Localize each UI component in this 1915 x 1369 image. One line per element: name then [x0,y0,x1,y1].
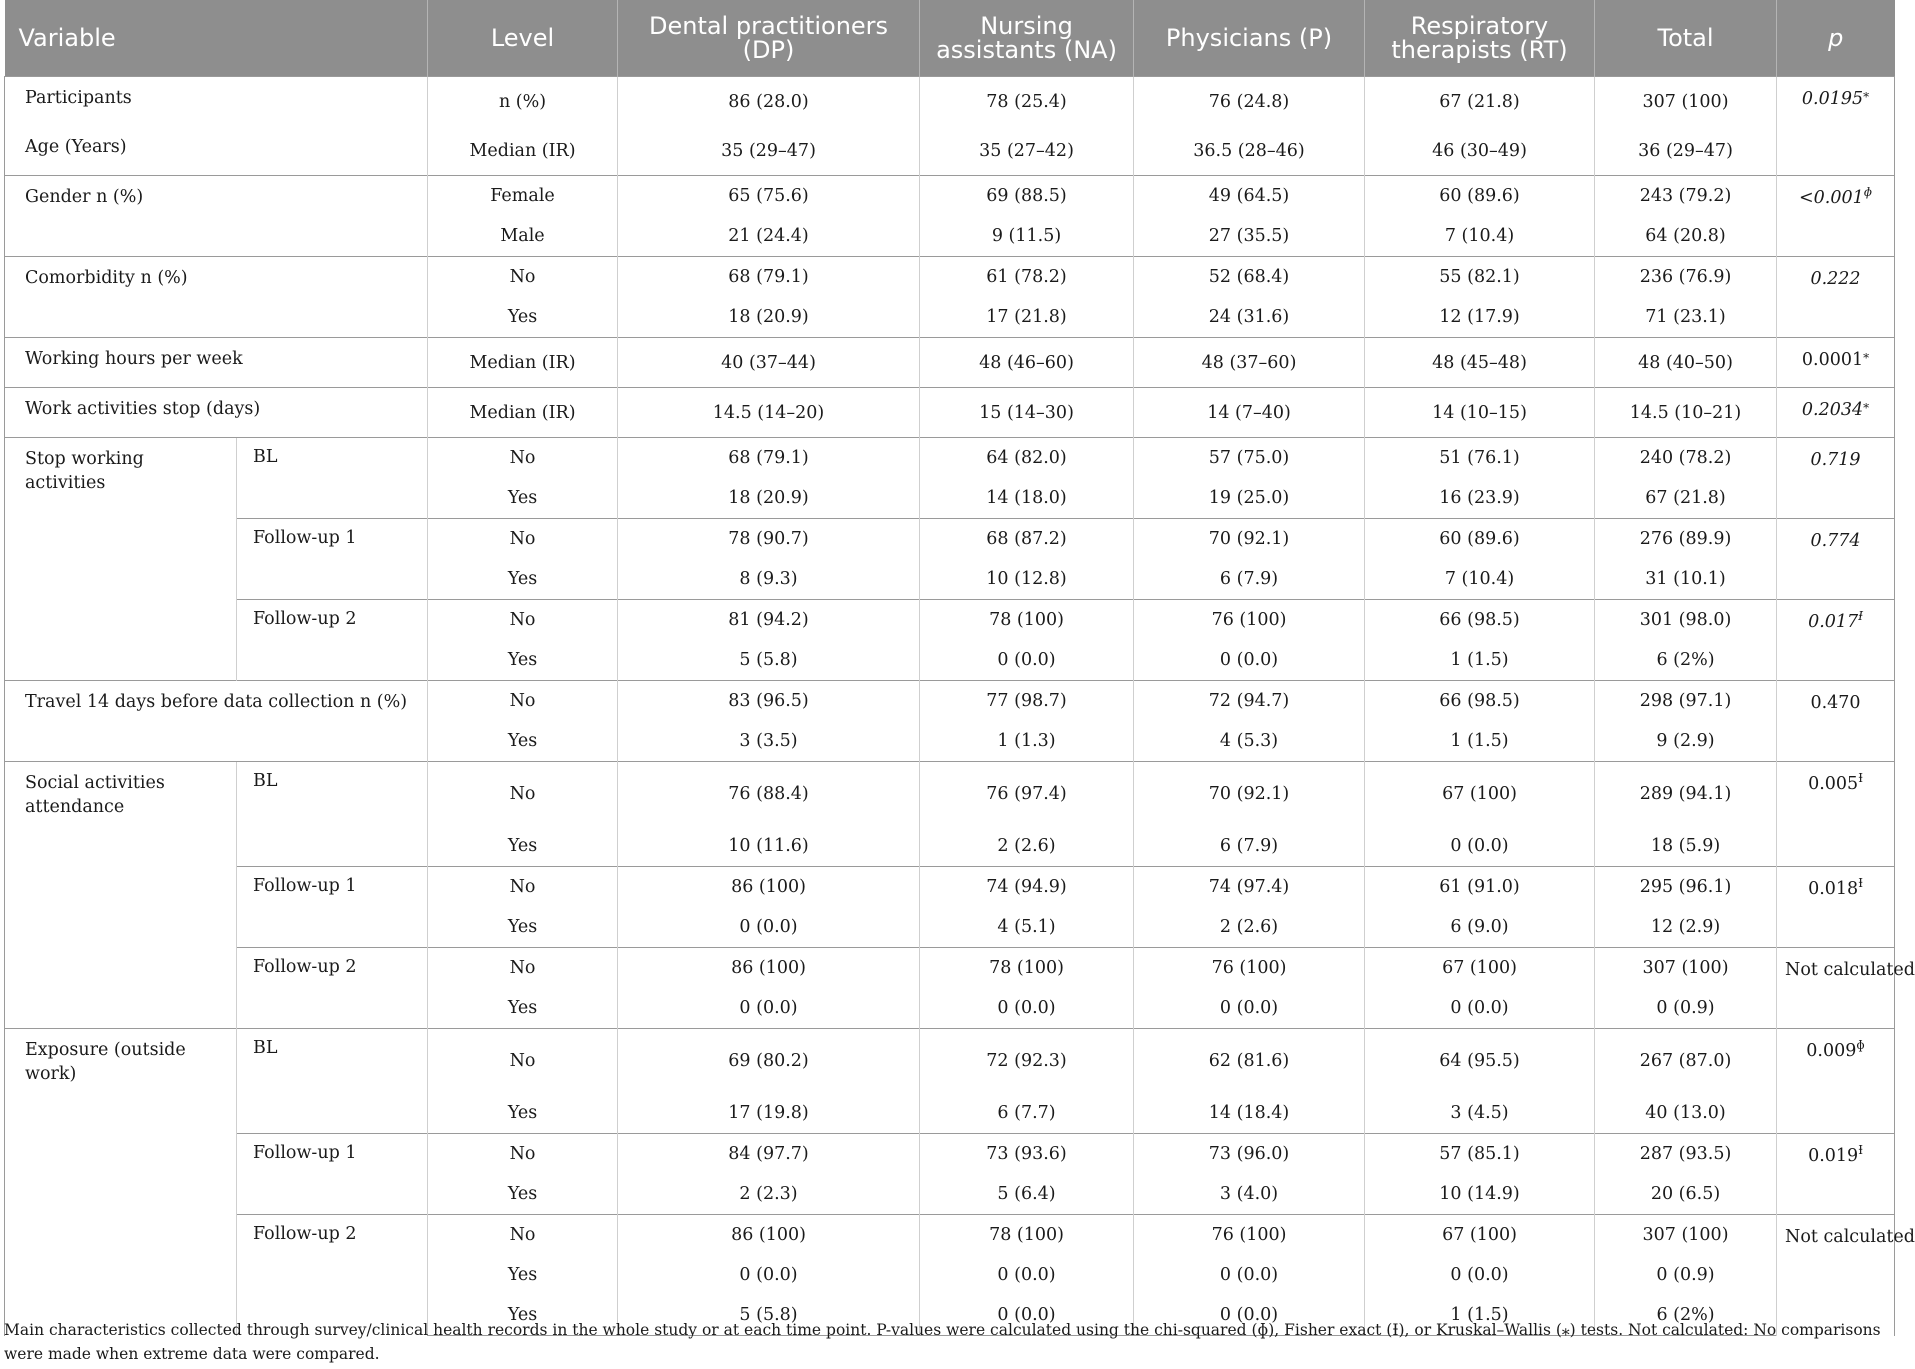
time-point-cell: Follow-up 2 [237,600,428,681]
respiratory-therapists-cell: 67 (100) [1365,762,1595,827]
total-cell: 18 (5.9) [1595,826,1777,867]
respiratory-therapists-cell: 46 (30–49) [1365,126,1595,176]
dental-practitioners-cell: 86 (100) [618,867,920,908]
level-cell: Yes [428,721,618,762]
level-cell: Yes [428,1295,618,1336]
total-cell: 298 (97.1) [1595,681,1777,722]
respiratory-therapists-cell: 57 (85.1) [1365,1134,1595,1175]
level-cell: Yes [428,826,618,867]
table-row [5,519,1895,560]
nursing-assistants-cell: 0 (0.0) [920,1295,1134,1336]
respiratory-therapists-cell: 3 (4.5) [1365,1093,1595,1134]
physicians-cell: 2 (2.6) [1134,907,1365,948]
total-cell: 9 (2.9) [1595,721,1777,762]
variable-cell: Age (Years) [5,126,428,176]
variable-cell: Stop working activities [5,438,237,681]
total-cell: 6 (2%) [1595,1295,1777,1336]
p-value-cell [1777,438,1895,519]
physicians-cell: 62 (81.6) [1134,1029,1365,1094]
total-cell: 267 (87.0) [1595,1029,1777,1094]
p-value-text: 0.018 [1808,878,1859,899]
nursing-assistants-cell: 73 (93.6) [920,1134,1134,1175]
total-cell: 243 (79.2) [1595,176,1777,217]
time-point-cell: Follow-up 1 [237,1134,428,1215]
p-value-cell [1777,338,1895,388]
variable-cell: Work activities stop (days) [5,388,428,438]
time-point-cell: Follow-up 1 [237,519,428,600]
table-row [5,77,1895,127]
level-cell: Yes [428,559,618,600]
total-cell: 287 (93.5) [1595,1134,1777,1175]
level-cell: Yes [428,297,618,338]
nursing-assistants-cell: 76 (97.4) [920,762,1134,827]
time-point-cell: BL [237,438,428,519]
level-cell: Yes [428,1255,618,1295]
table-row [5,1215,1895,1256]
physicians-cell: 0 (0.0) [1134,1255,1365,1295]
dental-practitioners-cell: 84 (97.7) [618,1134,920,1175]
nursing-assistants-cell: 48 (46–60) [920,338,1134,388]
respiratory-therapists-cell: 0 (0.0) [1365,826,1595,867]
dental-practitioners-cell: 0 (0.0) [618,907,920,948]
total-cell: 307 (100) [1595,948,1777,989]
dental-practitioners-cell: 8 (9.3) [618,559,920,600]
p-value-text: 0.222 [1810,268,1861,289]
total-cell: 0 (0.9) [1595,1255,1777,1295]
characteristics-table [4,0,1915,1336]
nursing-assistants-cell: 61 (78.2) [920,257,1134,298]
p-value-cell [1777,1134,1895,1215]
test-symbol: ⁎ [1863,347,1870,361]
p-value-text: 0.0001 [1801,349,1864,370]
dental-practitioners-cell: 65 (75.6) [618,176,920,217]
header-physicians: Physicians (P) [1134,0,1365,77]
p-value-cell [1777,388,1895,438]
nursing-assistants-cell: 9 (11.5) [920,216,1134,257]
level-cell: Female [428,176,618,217]
respiratory-therapists-cell: 1 (1.5) [1365,721,1595,762]
nursing-assistants-cell: 69 (88.5) [920,176,1134,217]
level-cell: Yes [428,640,618,681]
respiratory-therapists-cell: 67 (21.8) [1365,77,1595,127]
p-value-text: 0.019 [1808,1145,1859,1166]
dental-practitioners-cell: 83 (96.5) [618,681,920,722]
level-cell: Yes [428,907,618,948]
total-cell: 31 (10.1) [1595,559,1777,600]
p-value-text: Not calculated [1785,1226,1915,1247]
total-cell: 36 (29–47) [1595,126,1777,176]
physicians-cell: 76 (100) [1134,948,1365,989]
level-cell: Male [428,216,618,257]
dental-practitioners-cell: 40 (37–44) [618,338,920,388]
nursing-assistants-cell: 2 (2.6) [920,826,1134,867]
respiratory-therapists-cell: 66 (98.5) [1365,681,1595,722]
header-respiratory-therapists: Respiratory therapists (RT) [1365,0,1595,77]
dental-practitioners-cell: 17 (19.8) [618,1093,920,1134]
physicians-cell: 76 (100) [1134,1215,1365,1256]
p-value-cell [1777,948,1915,1029]
level-cell: Median (IR) [428,338,618,388]
variable-cell: Exposure (outside work) [5,1029,237,1336]
test-symbol: ⁎ [1863,86,1870,100]
total-cell: 71 (23.1) [1595,297,1777,338]
respiratory-therapists-cell: 64 (95.5) [1365,1029,1595,1094]
variable-cell: Travel 14 days before data collection n (%) [5,681,428,762]
table-row [5,681,1895,722]
level-cell: Median (IR) [428,388,618,438]
total-cell: 6 (2%) [1595,640,1777,681]
respiratory-therapists-cell: 60 (89.6) [1365,519,1595,560]
table-footnote: Main characteristics collected through survey/clinical health records in the whole study or at each time point. P-values were calculated using the chi-squared (ɸ), Fisher exact (Ɨ), or Kruskal–Wallis (⁎) tests. Not calculated: No comparisons were made when extreme data were compared. [4,1321,1881,1363]
table-body [5,77,1915,1336]
level-cell: No [428,681,618,722]
time-point-cell: Follow-up 2 [237,948,428,1029]
test-symbol: Ɨ [1858,876,1863,890]
level-cell: No [428,948,618,989]
dental-practitioners-cell: 86 (100) [618,948,920,989]
total-cell: 289 (94.1) [1595,762,1777,827]
level-cell: No [428,1215,618,1256]
dental-practitioners-cell: 81 (94.2) [618,600,920,641]
physicians-cell: 49 (64.5) [1134,176,1365,217]
p-value-cell [1777,600,1895,681]
respiratory-therapists-cell: 6 (9.0) [1365,907,1595,948]
table-row [5,762,1895,827]
physicians-cell: 6 (7.9) [1134,826,1365,867]
p-value-text: <0.001 [1798,187,1864,208]
time-point-cell: BL [237,1029,428,1134]
level-cell: Yes [428,988,618,1029]
respiratory-therapists-cell: 48 (45–48) [1365,338,1595,388]
physicians-cell: 36.5 (28–46) [1134,126,1365,176]
variable-cell: Social activities attendance [5,762,237,1029]
total-cell: 307 (100) [1595,1215,1777,1256]
physicians-cell: 0 (0.0) [1134,1295,1365,1336]
p-value-text: 0.470 [1810,692,1861,713]
p-value-cell [1777,681,1895,762]
respiratory-therapists-cell: 55 (82.1) [1365,257,1595,298]
level-cell: Yes [428,1174,618,1215]
nursing-assistants-cell: 0 (0.0) [920,640,1134,681]
variable-cell: Working hours per week [5,338,428,388]
physicians-cell: 6 (7.9) [1134,559,1365,600]
nursing-assistants-cell: 77 (98.7) [920,681,1134,722]
respiratory-therapists-cell: 61 (91.0) [1365,867,1595,908]
level-cell: No [428,762,618,827]
nursing-assistants-cell: 0 (0.0) [920,1255,1134,1295]
variable-cell: Participants [5,77,428,127]
respiratory-therapists-cell: 51 (76.1) [1365,438,1595,479]
time-point-cell: BL [237,762,428,867]
nursing-assistants-cell: 14 (18.0) [920,478,1134,519]
dental-practitioners-cell: 86 (28.0) [618,77,920,127]
table-row [5,600,1895,641]
physicians-cell: 73 (96.0) [1134,1134,1365,1175]
nursing-assistants-cell: 64 (82.0) [920,438,1134,479]
physicians-cell: 74 (97.4) [1134,867,1365,908]
nursing-assistants-cell: 78 (100) [920,600,1134,641]
physicians-cell: 48 (37–60) [1134,338,1365,388]
level-cell: Yes [428,1093,618,1134]
nursing-assistants-cell: 72 (92.3) [920,1029,1134,1094]
total-cell: 48 (40–50) [1595,338,1777,388]
variable-cell: Gender n (%) [5,176,428,257]
test-symbol: ɸ [1856,1038,1865,1052]
dental-practitioners-cell: 18 (20.9) [618,297,920,338]
physicians-cell: 52 (68.4) [1134,257,1365,298]
p-value-text: Not calculated [1785,959,1915,980]
level-cell: No [428,438,618,479]
p-value-text: 0.774 [1810,530,1861,551]
total-cell: 12 (2.9) [1595,907,1777,948]
dental-practitioners-cell: 35 (29–47) [618,126,920,176]
nursing-assistants-cell: 1 (1.3) [920,721,1134,762]
table-row [5,338,1895,388]
p-value-text: 0.017 [1808,611,1859,632]
time-point-cell: Follow-up 2 [237,1215,428,1336]
p-value-cell [1777,762,1895,867]
dental-practitioners-cell: 0 (0.0) [618,1255,920,1295]
level-cell: No [428,867,618,908]
test-symbol: ⁎ [1863,397,1870,411]
respiratory-therapists-cell: 1 (1.5) [1365,640,1595,681]
physicians-cell: 14 (18.4) [1134,1093,1365,1134]
total-cell: 236 (76.9) [1595,257,1777,298]
level-cell: No [428,600,618,641]
table-row [5,388,1895,438]
physicians-cell: 19 (25.0) [1134,478,1365,519]
dental-practitioners-cell: 0 (0.0) [618,988,920,1029]
nursing-assistants-cell: 4 (5.1) [920,907,1134,948]
dental-practitioners-cell: 18 (20.9) [618,478,920,519]
physicians-cell: 3 (4.0) [1134,1174,1365,1215]
p-value-text: 0.005 [1808,773,1859,794]
table-row [5,948,1895,989]
dental-practitioners-cell: 10 (11.6) [618,826,920,867]
header-total: Total [1595,0,1777,77]
p-value-text: 0.009 [1806,1040,1857,1061]
respiratory-therapists-cell: 67 (100) [1365,948,1595,989]
level-cell: No [428,1134,618,1175]
p-value-text: 0.719 [1810,449,1861,470]
physicians-cell: 70 (92.1) [1134,519,1365,560]
p-value-cell [1777,176,1895,257]
header-dental-practitioners: Dental practitioners (DP) [618,0,920,77]
respiratory-therapists-cell: 0 (0.0) [1365,988,1595,1029]
p-value-cell [1777,1029,1895,1134]
level-cell: No [428,1029,618,1094]
respiratory-therapists-cell: 16 (23.9) [1365,478,1595,519]
header-variable: Variable [5,0,428,77]
p-value-cell [1777,519,1895,600]
respiratory-therapists-cell: 10 (14.9) [1365,1174,1595,1215]
test-symbol: ɸ [1863,185,1873,199]
dental-practitioners-cell: 86 (100) [618,1215,920,1256]
total-cell: 301 (98.0) [1595,600,1777,641]
physicians-cell: 14 (7–40) [1134,388,1365,438]
header-p-value: p [1777,0,1895,77]
time-point-cell: Follow-up 1 [237,867,428,948]
nursing-assistants-cell: 15 (14–30) [920,388,1134,438]
physicians-cell: 57 (75.0) [1134,438,1365,479]
table-row [5,438,1895,479]
respiratory-therapists-cell: 14 (10–15) [1365,388,1595,438]
dental-practitioners-cell: 68 (79.1) [618,257,920,298]
p-value-cell [1777,77,1895,176]
level-cell: Yes [428,478,618,519]
total-cell: 295 (96.1) [1595,867,1777,908]
nursing-assistants-cell: 6 (7.7) [920,1093,1134,1134]
physicians-cell: 4 (5.3) [1134,721,1365,762]
physicians-cell: 0 (0.0) [1134,988,1365,1029]
respiratory-therapists-cell: 1 (1.5) [1365,1295,1595,1336]
dental-practitioners-cell: 21 (24.4) [618,216,920,257]
dental-practitioners-cell: 14.5 (14–20) [618,388,920,438]
respiratory-therapists-cell: 7 (10.4) [1365,216,1595,257]
nursing-assistants-cell: 17 (21.8) [920,297,1134,338]
respiratory-therapists-cell: 0 (0.0) [1365,1255,1595,1295]
p-value-cell [1777,867,1895,948]
total-cell: 240 (78.2) [1595,438,1777,479]
nursing-assistants-cell: 78 (100) [920,1215,1134,1256]
test-symbol: Ɨ [1858,609,1863,623]
nursing-assistants-cell: 0 (0.0) [920,988,1134,1029]
p-value-text: 0.2034 [1801,399,1864,420]
dental-practitioners-cell: 69 (80.2) [618,1029,920,1094]
dental-practitioners-cell: 68 (79.1) [618,438,920,479]
respiratory-therapists-cell: 7 (10.4) [1365,559,1595,600]
nursing-assistants-cell: 78 (25.4) [920,77,1134,127]
total-cell: 40 (13.0) [1595,1093,1777,1134]
total-cell: 14.5 (10–21) [1595,388,1777,438]
variable-cell: Comorbidity n (%) [5,257,428,338]
table-row [5,1029,1895,1094]
physicians-cell: 24 (31.6) [1134,297,1365,338]
respiratory-therapists-cell: 66 (98.5) [1365,600,1595,641]
total-cell: 276 (89.9) [1595,519,1777,560]
total-cell: 307 (100) [1595,77,1777,127]
physicians-cell: 76 (24.8) [1134,77,1365,127]
total-cell: 64 (20.8) [1595,216,1777,257]
p-value-text: 0.0195 [1801,88,1864,109]
respiratory-therapists-cell: 12 (17.9) [1365,297,1595,338]
level-cell: No [428,257,618,298]
p-value-cell [1777,257,1895,338]
level-cell: No [428,519,618,560]
total-cell: 67 (21.8) [1595,478,1777,519]
level-cell: n (%) [428,77,618,127]
table-row [5,176,1895,217]
test-symbol: Ɨ [1858,1143,1863,1157]
total-cell: 20 (6.5) [1595,1174,1777,1215]
nursing-assistants-cell: 5 (6.4) [920,1174,1134,1215]
dental-practitioners-cell: 3 (3.5) [618,721,920,762]
nursing-assistants-cell: 78 (100) [920,948,1134,989]
table-row [5,126,1895,176]
table-row [5,257,1895,298]
header-nursing-assistants: Nursing assistants (NA) [920,0,1134,77]
nursing-assistants-cell: 68 (87.2) [920,519,1134,560]
dental-practitioners-cell: 2 (2.3) [618,1174,920,1215]
dental-practitioners-cell: 78 (90.7) [618,519,920,560]
table-row [5,867,1895,908]
dental-practitioners-cell: 5 (5.8) [618,640,920,681]
header-level: Level [428,0,618,77]
respiratory-therapists-cell: 60 (89.6) [1365,176,1595,217]
physicians-cell: 27 (35.5) [1134,216,1365,257]
nursing-assistants-cell: 10 (12.8) [920,559,1134,600]
physicians-cell: 72 (94.7) [1134,681,1365,722]
table-row [5,1134,1895,1175]
level-cell: Median (IR) [428,126,618,176]
test-symbol: Ɨ [1858,771,1863,785]
nursing-assistants-cell: 74 (94.9) [920,867,1134,908]
physicians-cell: 70 (92.1) [1134,762,1365,827]
respiratory-therapists-cell: 67 (100) [1365,1215,1595,1256]
physicians-cell: 0 (0.0) [1134,640,1365,681]
nursing-assistants-cell: 35 (27–42) [920,126,1134,176]
dental-practitioners-cell: 76 (88.4) [618,762,920,827]
physicians-cell: 76 (100) [1134,600,1365,641]
total-cell: 0 (0.9) [1595,988,1777,1029]
characteristics-table-container [4,0,1915,1336]
table-header [5,0,1895,77]
dental-practitioners-cell: 5 (5.8) [618,1295,920,1336]
